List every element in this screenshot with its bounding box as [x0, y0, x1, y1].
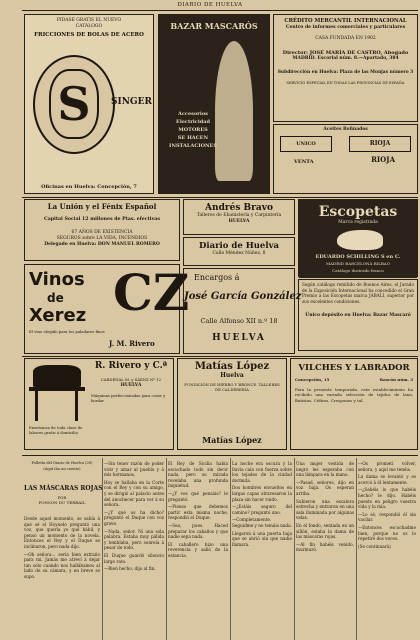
ad-union-fenix [24, 199, 180, 261]
diario-name: Diario de Huelva [198, 241, 280, 251]
folletin-note: Folletín del Diario de Huelva (28) [31, 461, 93, 465]
vilches-left: Concepción, 15 [295, 377, 330, 382]
text-column-5 [358, 461, 416, 640]
rivero-note: Máquinas perfeccionadas para coser y bordar [91, 393, 166, 403]
paragraph: —Lo sé, respondió él sin vacilar. [358, 511, 416, 523]
text-column-2 [168, 461, 228, 640]
folletin-paragraph: —Oh señora... sería bien extraño para mí. Jamás me atreví á dejar tan solo cuando nos hallábamos al lado de su cámara, y en breve se supo. [24, 551, 100, 579]
union-capital: Capital Social 12 millones de Ptas. efectivas [44, 217, 160, 222]
andres-trade: Talleres de Ebanistería y Carpintería [196, 213, 282, 218]
matias-name: Matías López [194, 361, 270, 372]
escopetas-marca: Marca registrada [338, 220, 378, 225]
escopetas-info [298, 279, 418, 351]
escopetas-deposit: Único depósito en Huelva: Bazar Mascaró [305, 312, 411, 318]
paragraph: —¿Estáis seguro del camino? preguntó uno. [232, 504, 292, 515]
singer-top-line-2: CATÁLOGO [75, 24, 103, 29]
garcia-address: Calle Alfonso XII n.º 18 [200, 317, 278, 325]
bazar-line: Accesorios [178, 111, 208, 117]
bazar-line: MOTORES [178, 127, 208, 133]
credito-address: MADRID. Escorial núm. 8.—Apartado, 384 [292, 56, 399, 61]
paragraph: —Entonces escuchadme bien, porque no os lo repetiré dos veces. [358, 524, 416, 542]
ad-escopetas [298, 199, 418, 277]
aceites-heading: Aceites Refinados [323, 127, 368, 132]
vinos-tagline: El vino elegido para los paladares finos [29, 329, 105, 334]
credito-sub: Subdirección en Huelva: Plaza de las Monjas número 3 [277, 70, 414, 75]
rivero-address: CARDENAL M. y SÁENZ Nº 12 [100, 377, 162, 382]
paragraph: —Completamente. Seguidme y no temáis nada. [232, 517, 292, 528]
diario-address: Calle Méndez Núñez, 8 [212, 251, 266, 256]
singer-headline: FRICCIONES DE BOLAS DE ACERO [34, 32, 144, 38]
folletin-por: POR [57, 494, 67, 500]
garcia-encargos: Encargos á [194, 273, 240, 282]
rivero-name: R. Rivero y C.ª [94, 361, 168, 371]
singer-footer: Oficinas en Huelva: Concepción, 7 [41, 184, 137, 190]
text-column-3 [232, 461, 292, 640]
vinos-label: Vinos [29, 269, 85, 290]
escopetas-company: EDUARDO SCHILLING S en C. [315, 254, 401, 260]
bazar-line: INSTALACIONES [169, 143, 217, 149]
credito-director: Director: JOSÉ MARÍA DE CASTRO, Abogado [282, 50, 409, 56]
vilches-right: Rascón núm. 3 [379, 377, 413, 382]
cz-logo: CZ [113, 263, 190, 322]
escopetas-title: Escopetas [318, 204, 398, 220]
paragraph: Hoy se hallaba en la Corte con el Rey y con su amigo, y se dirigió al palacio antes del anochecer para ver á su señora. [104, 479, 164, 508]
matias-city: Huelva [220, 372, 244, 379]
boar-icon [337, 230, 383, 250]
folletin-author: PONSON DU TERRAIL [38, 500, 86, 506]
page-header [0, 0, 420, 10]
text-column-1 [104, 461, 164, 640]
ad-bazar-mascaros [158, 14, 270, 194]
rivero-city: HUELVA [120, 383, 142, 388]
bazar-product-list [165, 110, 221, 150]
paragraph: —Nada, señor. Ni una sola palabra. Estaba muy pálida y temblaba, pero sonreía á pesar de todo. [104, 528, 164, 551]
credito-subtitle: Centro de informes comerciales y particulares [285, 25, 406, 30]
paragraph: El Duque guardó silencio largo rato. [104, 552, 164, 564]
ad-andres-bravo [183, 199, 295, 235]
paragraph: —Os prometí volver, señora, y aquí me tenéis. [358, 461, 416, 472]
union-years: 67 AÑOS DE EXISTENCIA [71, 230, 133, 235]
sewing-machine-icon [29, 365, 87, 421]
garcia-name: José García González [184, 291, 302, 302]
bazar-title: BAZAR MASCARÓS [170, 21, 258, 31]
rioja-label: RIOJA [371, 155, 395, 164]
escopetas-city: MADRID BARCELONA BILBAO [326, 261, 390, 266]
bazar-line: SE HACEN [177, 135, 209, 141]
rioja-badge: RIOJA [349, 136, 411, 152]
vilches-name: VILCHES Y LABRADOR [298, 363, 410, 373]
vinos-de: de [47, 291, 64, 305]
folletin-title: LAS MÁSCARAS ROJAS [24, 485, 103, 493]
text-column-4 [296, 461, 354, 640]
paragraph: —Pasad, señores, dijo en voz baja. Os esperan arriba. [296, 479, 354, 496]
singer-emblem [33, 55, 115, 154]
paragraph: La dama se levantó y se acercó á él lentamente. [358, 474, 416, 485]
matias-desc: FUNDICIÓN DE HIERRO Y BRONCE. TALLERES DE CALDERERÍA [184, 382, 280, 392]
union-title: La Unión y el Fénix Español [47, 202, 157, 211]
credito-founded: CASA FUNDADA EN 1902 [315, 36, 376, 41]
vinos-xerez: Xerez [29, 305, 87, 326]
ad-jose-garcia [183, 268, 302, 354]
ad-rivero [24, 358, 174, 450]
escopetas-banner [299, 200, 417, 278]
paragraph: El caballero hizo una reverencia y salió de la estancia. [168, 541, 228, 558]
andres-name: Andrés Bravo [205, 203, 273, 213]
paragraph: En el fondo, sentada en un sillón, estaba la dama de las máscaras rojas. [296, 522, 354, 540]
paragraph: La noche era oscura y la lluvia caía con fuerza sobre los tejados de la ciudad dormida. [232, 461, 292, 483]
paragraph: Una mujer vestida de negro les esperaba con una lámpara en la mano. [296, 461, 354, 478]
credito-service: SERVICIO ESPECIAL EN TODAS LAS PROVINCIAS DE ESPAÑA [286, 81, 405, 85]
paragraph: El Rey de Sicilia había escuchado todo sin decir nada, pero su mirada revelaba una profunda inquietud. [168, 461, 228, 489]
escopetas-catalog: Catálogo ilustrado franco [332, 268, 384, 273]
ad-matias-lopez [177, 358, 287, 450]
bazar-line: Electricidad [176, 119, 210, 125]
s-logo-icon: S [49, 69, 99, 139]
paragraph: (Se continuará) [358, 543, 391, 549]
union-agent: Delegado en Huelva: DON MANUEL ROMERO [44, 242, 160, 247]
venta-label: VENTA [294, 159, 314, 165]
rivero-foot: Enseñanza de toda clase de labores gratis á domicilio [29, 425, 83, 435]
paragraph: Llegaron á una puerta baja que se abrió sin que nadie llamara. [232, 530, 292, 547]
paragraph: —Al fin habéis venido, murmuró. [296, 541, 354, 553]
paragraph: —Bien hecho, dijo al fin. [104, 566, 156, 572]
singer-brand: SINGER [111, 97, 152, 107]
ad-diario-huelva [183, 237, 295, 266]
ad-vilches-labrador [290, 358, 418, 450]
matias-sign: Matías López [202, 435, 262, 445]
paragraph: —Pienso que debemos partir esta misma noche, respondió el Duque. [168, 504, 228, 521]
paragraph: Dos hombres envueltos en largas capas atravesaron la plaza sin hacer ruido. [232, 485, 292, 502]
unico-badge: UNICO [280, 136, 332, 152]
paragraph: —Sea, pues. Haced preparar los caballos y que nadie sepa nada. [168, 522, 228, 540]
paragraph: —¿Y vos qué pensáis? le preguntó. [168, 490, 228, 502]
credito-title: CRÉDITO MERCANTIL INTERNACIONAL [284, 18, 407, 24]
garcia-city: HUELVA [212, 333, 266, 343]
andres-city: HUELVA [228, 219, 250, 224]
escopetas-body: Según catálogo remitido de Buenos Aires, el Jurado de la Exposición Internacional ha concedido el Gran Premio a las Escopetas marca JABALI, superior por sus excelentes condiciones. [302, 282, 414, 305]
paragraph: —¿Y qué os ha dicho? preguntó el Duque con voz grave. [104, 509, 164, 526]
folletin-series: (Aquí iba un cuento) [43, 466, 81, 471]
singer-top-line-1: PIDASE GRATIS EL NUEVO [56, 18, 122, 23]
ad-vinos-xerez [24, 263, 190, 354]
paragraph: —Sin tener razón de poder vivir y amar al pueblo y á mis hermanos. [104, 461, 164, 478]
union-seguros: SEGUROS sobre LA VIDA, INCENDIOS [56, 236, 148, 241]
ad-aceites [273, 124, 418, 194]
ad-singer [24, 14, 154, 194]
vilches-body: Para la presente temporada, este establecimiento ha recibido una variada selección de tejidos de lana, Batistas, Céfiros, Crespones y tul. [295, 387, 413, 403]
vinos-agent: J. M. Rivero [109, 339, 155, 348]
paragraph: Subieron una escalera estrecha y entraron en una sala iluminada por algunas velas. [296, 498, 354, 521]
ad-credito-mercantil [273, 14, 418, 122]
folletin-column [24, 461, 103, 640]
newspaper-title: DIARIO DE HUELVA [177, 2, 243, 8]
folletin-paragraph: Desde aquel momento, se sabía á qué sé el Hoyuelo preguntó una voz, que quería yo qué hábil, y pensó un momento de la novela. Entonces el Rey y el Duque se inclinaron, pero nada dijo. [24, 515, 100, 549]
paragraph: —¿Sabéis lo que habéis hecho? le dijo. Habéis puesto en peligro vuestra vida y la mía. [358, 487, 416, 510]
